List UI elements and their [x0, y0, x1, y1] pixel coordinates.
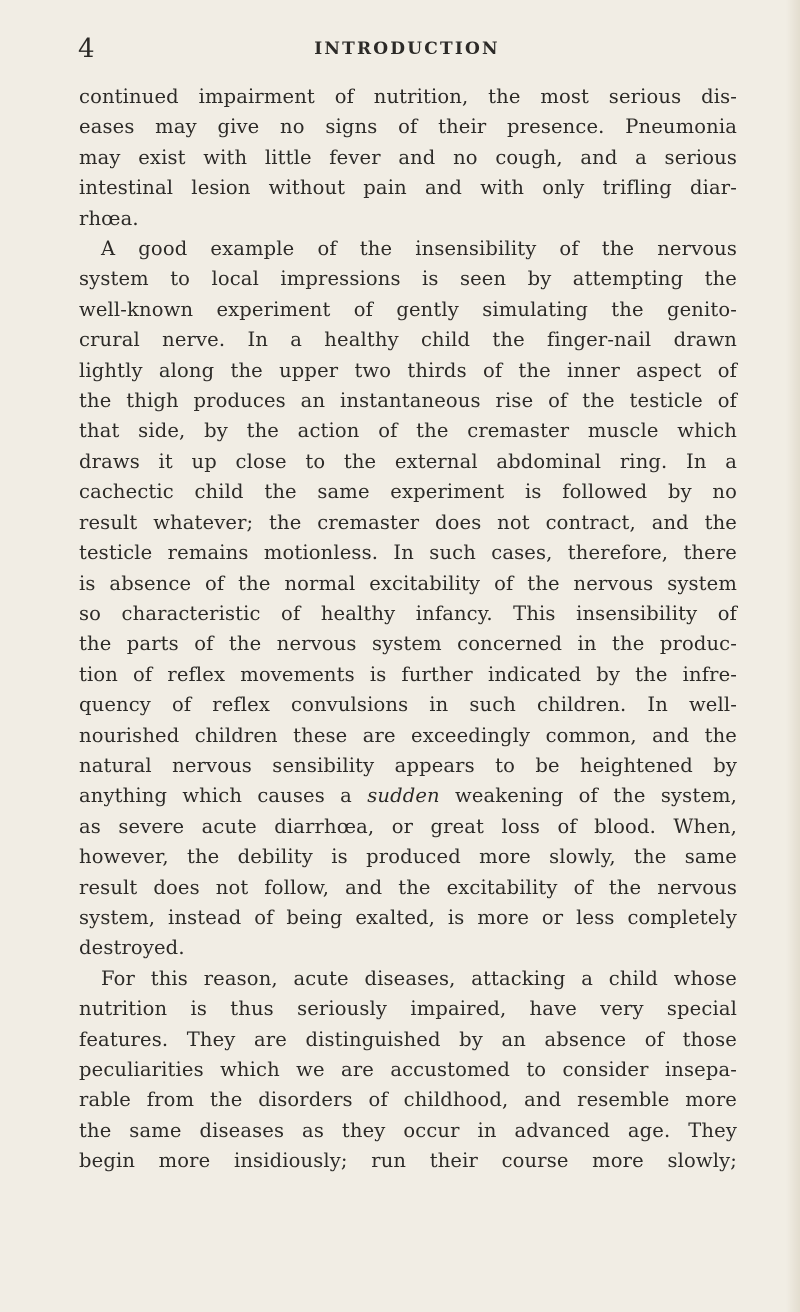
text-line: eases may give no signs of their presence. Pneumonia: [79, 115, 737, 139]
text-line: result does not follow, and the excitability of the nervous: [79, 875, 737, 899]
text-line: tion of reflex movements is further indicated by the infre-: [79, 662, 737, 686]
text-line: peculiarities which we are accustomed to consider insepa-: [79, 1058, 737, 1081]
text-line: however, the debility is produced more slowly, the same: [79, 845, 737, 869]
text-line: result whatever; the cremaster does not contract, and the: [79, 510, 737, 534]
text-line: rable from the disorders of childhood, and resemble more: [79, 1088, 737, 1112]
running-title: INTRODUCTION: [314, 39, 500, 59]
text-line: A good example of the insensibility of the nervous: [101, 237, 737, 261]
text-line: system, instead of being exalted, is more or less completely: [79, 905, 737, 929]
paragraph-2: [79, 234, 737, 964]
text-line: features. They are distinguished by an absence of those: [79, 1027, 737, 1051]
text-line: as severe acute diarrhœa, or great loss of blood. When,: [79, 814, 737, 838]
body-text: [79, 82, 737, 1177]
text-line: quency of reflex convulsions in such children. In well-: [79, 693, 737, 717]
page-number: 4: [78, 34, 95, 64]
text-line: continued impairment of nutrition, the most serious dis-: [79, 85, 737, 108]
text-line: system to local impressions is seen by attempting the: [79, 267, 737, 291]
text-line: intestinal lesion without pain and with only trifling diar-: [79, 176, 737, 200]
paragraph-3: [79, 964, 737, 1177]
text-line: well-known experiment of gently simulating the genito-: [79, 297, 737, 321]
page-edge-shadow: [786, 0, 800, 1312]
text-line: cachectic child the same experiment is followed by no: [79, 480, 737, 504]
text-line-with-italic: [79, 781, 737, 811]
text-line: the same diseases as they occur in advanced age. They: [79, 1118, 737, 1142]
text-line: may exist with little fever and no cough, and a serious: [79, 145, 737, 169]
paragraph-1: [79, 82, 737, 234]
text-line: begin more insidiously; run their course more slowly;: [79, 1149, 737, 1173]
text-line: For this reason, acute diseases, attacking a child whose: [101, 966, 737, 990]
text-line: natural nervous sensibility appears to be heightened by: [79, 753, 737, 777]
text-line: nourished children these are exceedingly common, and the: [79, 723, 737, 747]
text-line: draws it up close to the external abdominal ring. In a: [79, 449, 737, 473]
text-line: the parts of the nervous system concerned in the produc-: [79, 632, 737, 656]
text-fragment: weakening of the system,: [439, 784, 737, 808]
text-line: is absence of the normal excitability of the nervous system: [79, 571, 737, 595]
text-fragment: anything which causes a: [79, 784, 368, 808]
text-line: lightly along the upper two thirds of the inner aspect of: [79, 358, 737, 382]
text-line: destroyed.: [79, 936, 185, 960]
text-line: that side, by the action of the cremaster muscle which: [79, 419, 737, 443]
text-line: testicle remains motionless. In such cases, therefore, there: [79, 541, 737, 565]
text-line: rhœa.: [79, 206, 139, 230]
italic-word: sudden: [367, 784, 440, 808]
text-line: nutrition is thus seriously impaired, have very special: [79, 997, 737, 1021]
text-line: crural nerve. In a healthy child the finger-nail drawn: [79, 328, 737, 352]
running-head: [78, 34, 736, 66]
text-line: so characteristic of healthy infancy. This insensibility of: [79, 601, 737, 625]
text-line: the thigh produces an instantaneous rise of the testicle of: [79, 389, 737, 413]
